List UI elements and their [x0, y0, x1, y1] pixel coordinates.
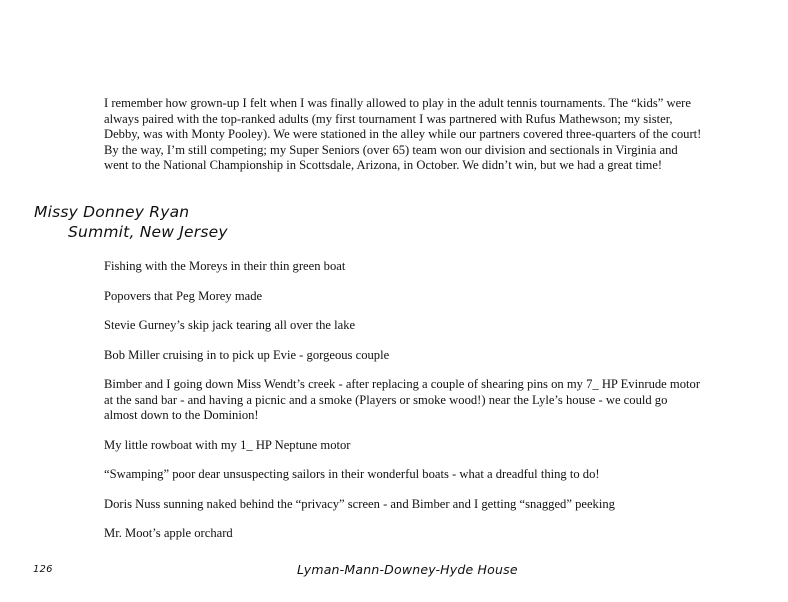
- running-title: Lyman-Mann-Downey-Hyde House: [297, 562, 518, 577]
- memories-list: [104, 259, 704, 556]
- memory-item: “Swamping” poor dear unsuspecting sailors in their wonderful boats - what a dreadful thing to do!: [104, 467, 600, 481]
- memory-item: Popovers that Peg Morey made: [104, 288, 263, 303]
- contributor-name: Missy Donney Ryan: [34, 203, 190, 221]
- page-number: 126: [33, 564, 53, 575]
- memory-item: Doris Nuss sunning naked behind the “privacy” screen - and Bimber and I getting “snagged” peeking: [104, 496, 615, 511]
- memory-item: Fishing with the Moreys in their thin green boat: [104, 259, 346, 273]
- contributor-location: Summit, New Jersey: [68, 223, 228, 241]
- memory-item: Stevie Gurney’s skip jack tearing all over the lake: [104, 318, 356, 332]
- memory-item: Bob Miller cruising in to pick up Evie - gorgeous couple: [104, 347, 390, 362]
- memory-item: Bimber and I going down Miss Wendt’s creek - after replacing a couple of shearing pins on my 7_ HP Evinrude motor at the sand bar - and having a picnic and a smoke (Players or smoke wood!) near the Lyle’s house - we could go almost down to the Dominion!: [104, 377, 701, 422]
- intro-paragraph: I remember how grown-up I felt when I was finally allowed to play in the adult tennis tournaments. The “kids” were always paired with the top-ranked adults (my first tournament I was partnered with Rufus Mathewson; my sister, Debby, was with Monty Pooley). We were stationed in the alley while our partners covered three-quarters of the court! By the way, I’m still competing; my Super Seniors (over 65) team won our division and sectionals in Virginia and went to the National Championship in Scottsdale, Arizona, in October. We didn’t win, but we had a great time!: [104, 96, 702, 172]
- memory-item: My little rowboat with my 1_ HP Neptune motor: [104, 437, 351, 452]
- memory-item: Mr. Moot’s apple orchard: [104, 526, 233, 540]
